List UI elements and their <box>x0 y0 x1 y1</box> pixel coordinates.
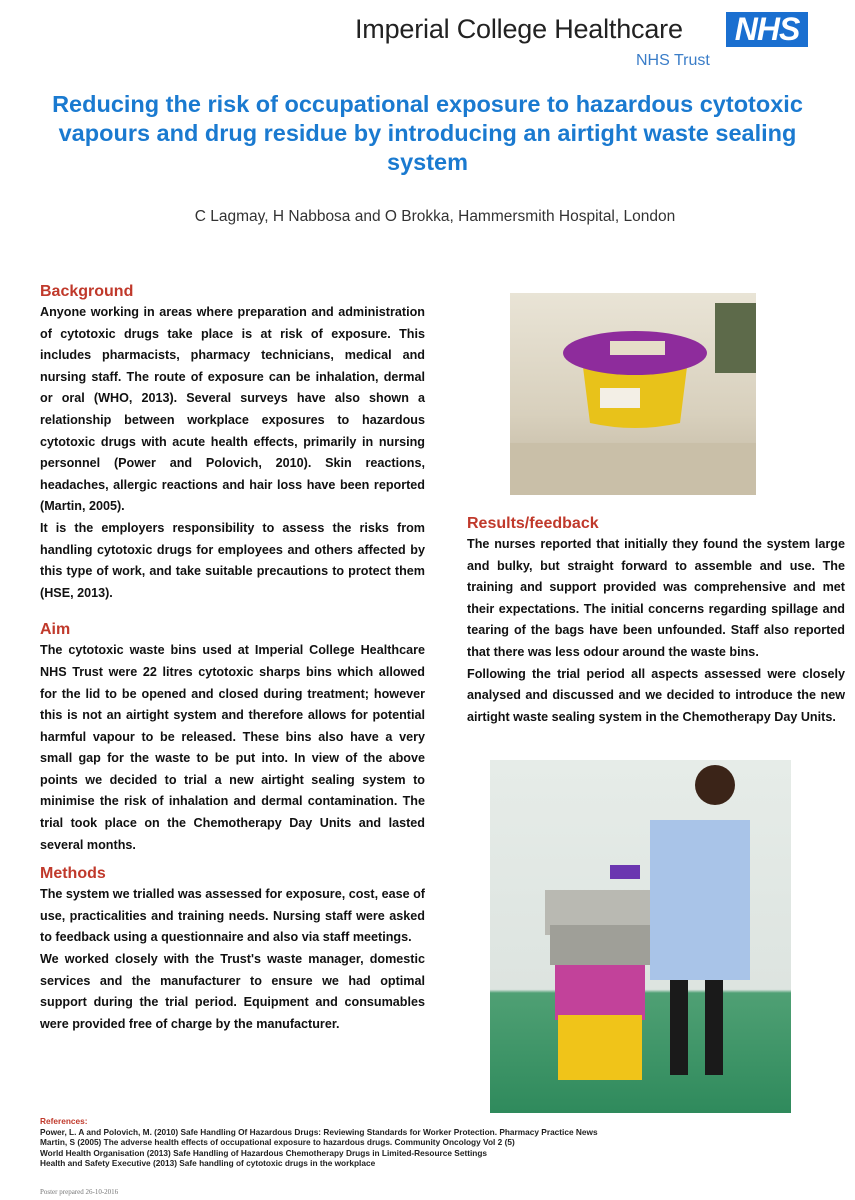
poster-title: Reducing the risk of occupational exposure to hazardous cytotoxic vapours and drug residue by introducing an airtight waste sealing system <box>52 91 803 175</box>
results-paragraph: The nurses reported that initially they found the system large and bulky, but straight forward to assemble and use. The training and support provided was comprehensive and met their expectations. The initial concerns regarding spillage and tearing of the bags have been unfounded. Staff also reported that there was less odour around the waste bins. <box>467 537 845 659</box>
references-heading: References: <box>40 1116 88 1126</box>
reference-item: Martin, S (2005) The adverse health effects of occupational exposure to hazardous drugs. Community Oncology Vol 2 (5) <box>40 1137 515 1147</box>
right-column <box>467 514 845 728</box>
references <box>40 1116 598 1169</box>
poster-prepared-date: Poster prepared 26-10-2016 <box>40 1188 119 1196</box>
reference-item: World Health Organisation (2013) Safe Handling of Hazardous Chemotherapy Drugs in Limited-Resource Settings <box>40 1147 488 1158</box>
left-column <box>40 282 425 1035</box>
authors: C Lagmay, H Nabbosa and O Brokka, Hammersmith Hospital, London <box>194 208 676 225</box>
reference-item: Health and Safety Executive (2013) Safe handling of cytotoxic drugs in the workplace <box>40 1158 376 1168</box>
background-paragraph: Anyone working in areas where preparation and administration of cytotoxic drugs take place is at risk of exposure. This includes pharmacists, pharmacy technicians, medical and nursing staff. The route of exposure can be inhalation, dermal or oral (WHO, 2013). Several surveys have also shown a relationship between workplace exposures to hazardous cytotoxic drugs with acute health effects, primarily in nursing personnel (Power and Polovich, 2010). Skin reactions, headaches, allergic reactions and hair loss have been reported (Martin, 2005). <box>40 305 425 514</box>
aim-paragraph: The cytotoxic waste bins used at Imperial College Healthcare NHS Trust were 22 litres cytotoxic sharps bins which allowed for the lid to be opened and closed during treatment; however this is not an airtight system and therefore allows for potential harmful vapour to be released. These bins also have a very small gap for the waste to be put into. In view of the above points we decided to trial a new airtight sealing system to minimise the risk of inhalation and dermal contamination. The trial took place on the Chemotherapy Day Units and lasted several months. <box>40 643 425 852</box>
results-paragraph: Following the trial period all aspects assessed were closely analysed and discussed and we decided to introduce the new airtight waste sealing system in the Chemotherapy Day Units. <box>467 666 845 724</box>
background-paragraph: It is the employers responsibility to assess the risks from handling cytotoxic drugs for employees and others affected by this type of work, and take suitable precautions to protect them (HSE, 2013). <box>40 520 425 600</box>
waste-bin-photo <box>510 293 756 495</box>
nhs-logo: NHS <box>726 12 808 47</box>
methods-paragraph: We worked closely with the Trust's waste manager, domestic services and the manufacturer to ensure we had optimal support during the trial period. Equipment and consumables were provided free of charge by the manufacturer. <box>40 952 425 1031</box>
trust-label: NHS Trust <box>636 52 710 69</box>
methods-heading: Methods <box>40 865 106 883</box>
nurse-with-sealing-system-photo <box>490 760 791 1113</box>
background-heading: Background <box>40 283 134 300</box>
results-heading: Results/feedback <box>467 515 599 532</box>
aim-heading: Aim <box>40 621 71 639</box>
organisation-name: Imperial College Healthcare <box>355 14 683 44</box>
methods-paragraph: The system we trialled was assessed for exposure, cost, ease of use, practicalities and training needs. Nursing staff were asked to feedback using a questionnaire and also via staff meetings. <box>40 887 425 945</box>
reference-item: Power, L. A and Polovich, M. (2010) Safe Handling Of Hazardous Drugs: Reviewing Standards for Worker Protection. Pharmacy Practice News <box>40 1126 598 1137</box>
